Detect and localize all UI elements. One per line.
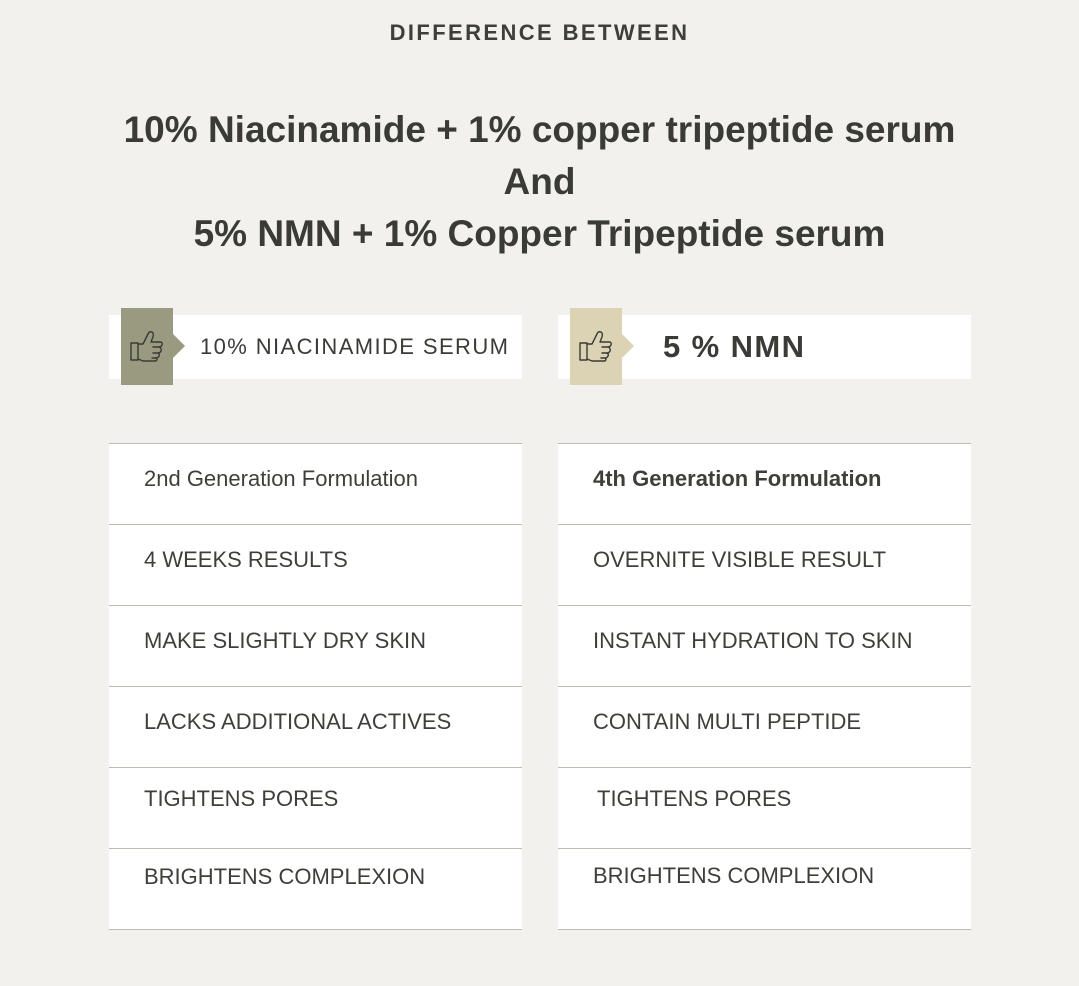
list-item-text: 2nd Generation Formulation (144, 466, 418, 491)
list-item (558, 525, 971, 606)
left-product-header (109, 315, 522, 379)
thumbs-up-icon (578, 328, 614, 364)
list-item (558, 768, 971, 849)
left-header-label: 10% NIACINAMIDE SERUM (200, 334, 510, 359)
list-item (109, 768, 522, 849)
list-item-text: BRIGHTENS COMPLEXION (593, 863, 875, 888)
list-item (109, 687, 522, 768)
title-line-3: 5% NMN + 1% Copper Tripeptide serum (193, 213, 886, 254)
right-product-header (558, 315, 971, 379)
thumbs-up-icon (129, 328, 165, 364)
list-item (109, 606, 522, 687)
list-item-text: INSTANT HYDRATION TO SKIN (593, 628, 913, 653)
list-item-text: 4 WEEKS RESULTS (144, 547, 348, 572)
list-item-text: TIGHTENS PORES (597, 786, 792, 811)
right-badge (570, 308, 622, 385)
list-item (109, 444, 522, 525)
list-item-text: 4th Generation Formulation (593, 466, 882, 491)
left-badge (121, 308, 173, 385)
right-comparison-list (558, 443, 971, 930)
list-item (558, 444, 971, 525)
title-line-2: And (503, 161, 576, 202)
left-comparison-list (109, 443, 522, 930)
right-header-label: 5 % NMN (663, 329, 806, 364)
list-item (109, 849, 522, 930)
eyebrow-heading: DIFFERENCE BETWEEN (389, 20, 690, 45)
list-item (558, 606, 971, 687)
list-item (109, 525, 522, 606)
title-line-1: 10% Niacinamide + 1% copper tripeptide serum (123, 109, 956, 150)
list-item-text: MAKE SLIGHTLY DRY SKIN (144, 628, 427, 653)
list-item-text: OVERNITE VISIBLE RESULT (593, 547, 887, 572)
list-item (558, 687, 971, 768)
list-item-text: LACKS ADDITIONAL ACTIVES (144, 709, 452, 734)
list-item-text: BRIGHTENS COMPLEXION (144, 864, 426, 889)
list-item (558, 849, 971, 930)
page-title (0, 104, 1079, 260)
list-item-text: TIGHTENS PORES (144, 786, 339, 811)
list-item-text: CONTAIN MULTI PEPTIDE (593, 709, 862, 734)
